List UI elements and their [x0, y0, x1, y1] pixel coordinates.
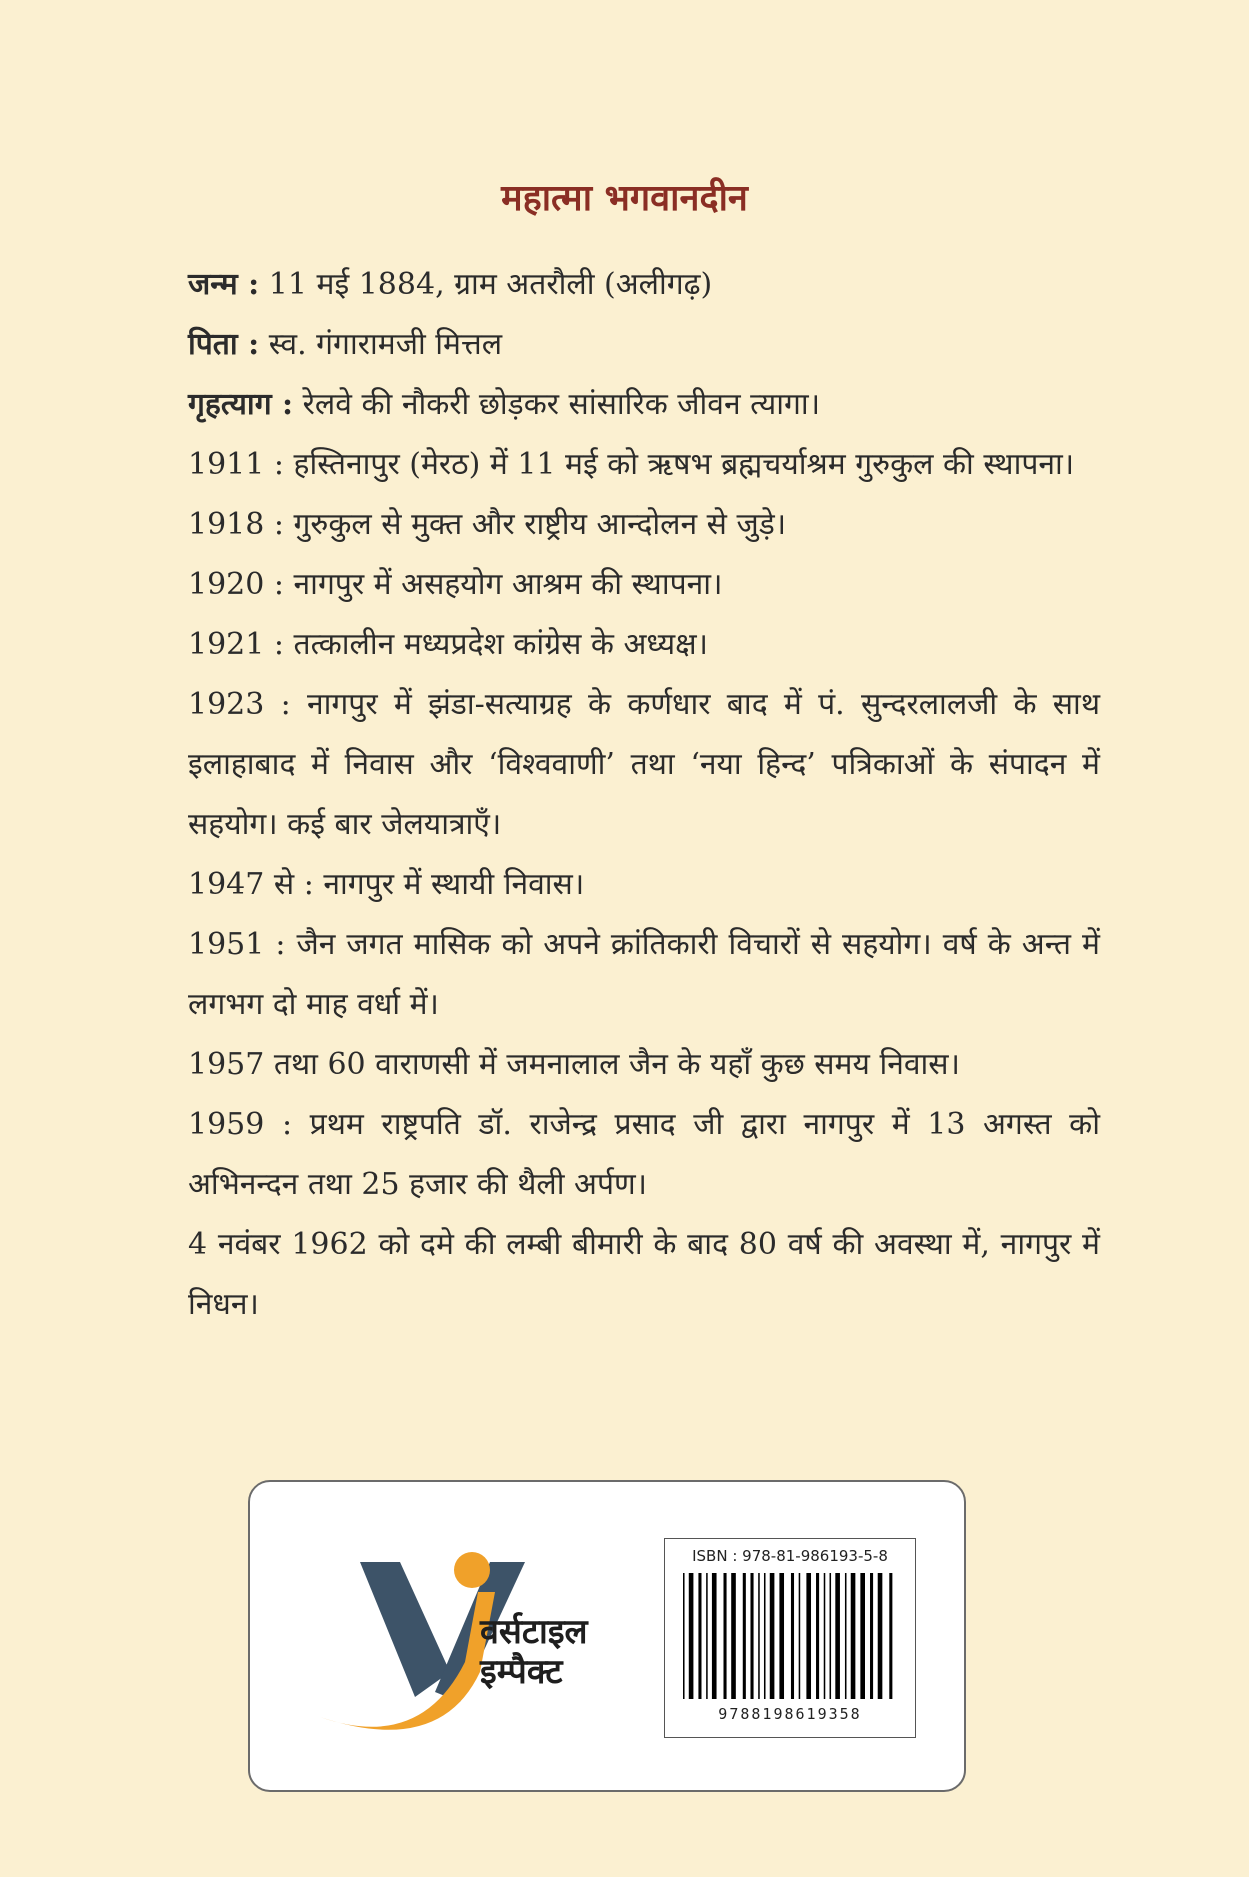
entry-text: स्व. गंगारामजी मित्तल: [259, 327, 503, 362]
publisher-panel: [248, 1480, 966, 1792]
barcode-bars: [683, 1573, 897, 1699]
publisher-name-line1: वर्सटाइल: [480, 1612, 588, 1652]
entry-father: [188, 315, 1100, 375]
entry-label: जन्म :: [188, 267, 260, 302]
entry-label: पिता :: [188, 327, 260, 362]
entry-1921: 1921 : तत्कालीन मध्यप्रदेश कांग्रेस के अध्यक्ष।: [188, 627, 708, 662]
isbn-label: ISBN : 978-81-986193-5-8: [692, 1547, 888, 1565]
entry-1911: 1911 : हस्तिनापुर (मेरठ) में 11 मई को ऋषभ ब्रह्मचर्याश्रम गुरुकुल की स्थापना।: [188, 447, 1075, 482]
barcode-number: 9788198619358: [718, 1705, 862, 1723]
biography-text: [188, 255, 1100, 1335]
entry-text: 11 मई 1884, ग्राम अतरौली (अलीगढ़): [259, 267, 713, 302]
publisher-name-line2: इम्पैक्ट: [480, 1652, 563, 1692]
entry-renunciation: [188, 375, 1100, 435]
entry-1918: 1918 : गुरुकुल से मुक्त और राष्ट्रीय आन्दोलन से जुड़े।: [188, 507, 787, 542]
entry-1947: 1947 से : नागपुर में स्थायी निवास।: [188, 867, 585, 902]
entry-1951: 1951 : जैन जगत मासिक को अपने क्रांतिकारी विचारों से सहयोग। वर्ष के अन्त में लगभग दो माह वर्धा में।: [188, 927, 1100, 1022]
entry-text: रेलवे की नौकरी छोड़कर सांसारिक जीवन त्यागा।: [293, 387, 821, 422]
entry-1923: 1923 : नागपुर में झंडा-सत्याग्रह के कर्णधार बाद में पं. सुन्दरलालजी के साथ इलाहाबाद में निवास और ‘विश्ववाणी’ तथा ‘नया हिन्द’ पत्रिकाओं के संपादन में सहयोग। कई बार जेलयात्राएँ।: [188, 687, 1100, 842]
entry-label: गृहत्याग :: [188, 387, 294, 422]
publisher-name: [480, 1612, 588, 1692]
entry-1962: 4 नवंबर 1962 को दमे की लम्बी बीमारी के बाद 80 वर्ष की अवस्था में, नागपुर में निधन।: [188, 1227, 1100, 1322]
book-title: महात्मा भगवानदीन: [501, 177, 748, 219]
entry-1920: 1920 : नागपुर में असहयोग आश्रम की स्थापना।: [188, 567, 723, 602]
entry-1957: 1957 तथा 60 वाराणसी में जमनालाल जैन के यहाँ कुछ समय निवास।: [188, 1047, 960, 1082]
entry-1959: 1959 : प्रथम राष्ट्रपति डॉ. राजेन्द्र प्रसाद जी द्वारा नागपुर में 13 अगस्त को अभिनन्दन तथा 25 हजार की थैली अर्पण।: [188, 1107, 1100, 1202]
isbn-barcode: [664, 1538, 916, 1738]
entry-birth: [188, 255, 1100, 315]
